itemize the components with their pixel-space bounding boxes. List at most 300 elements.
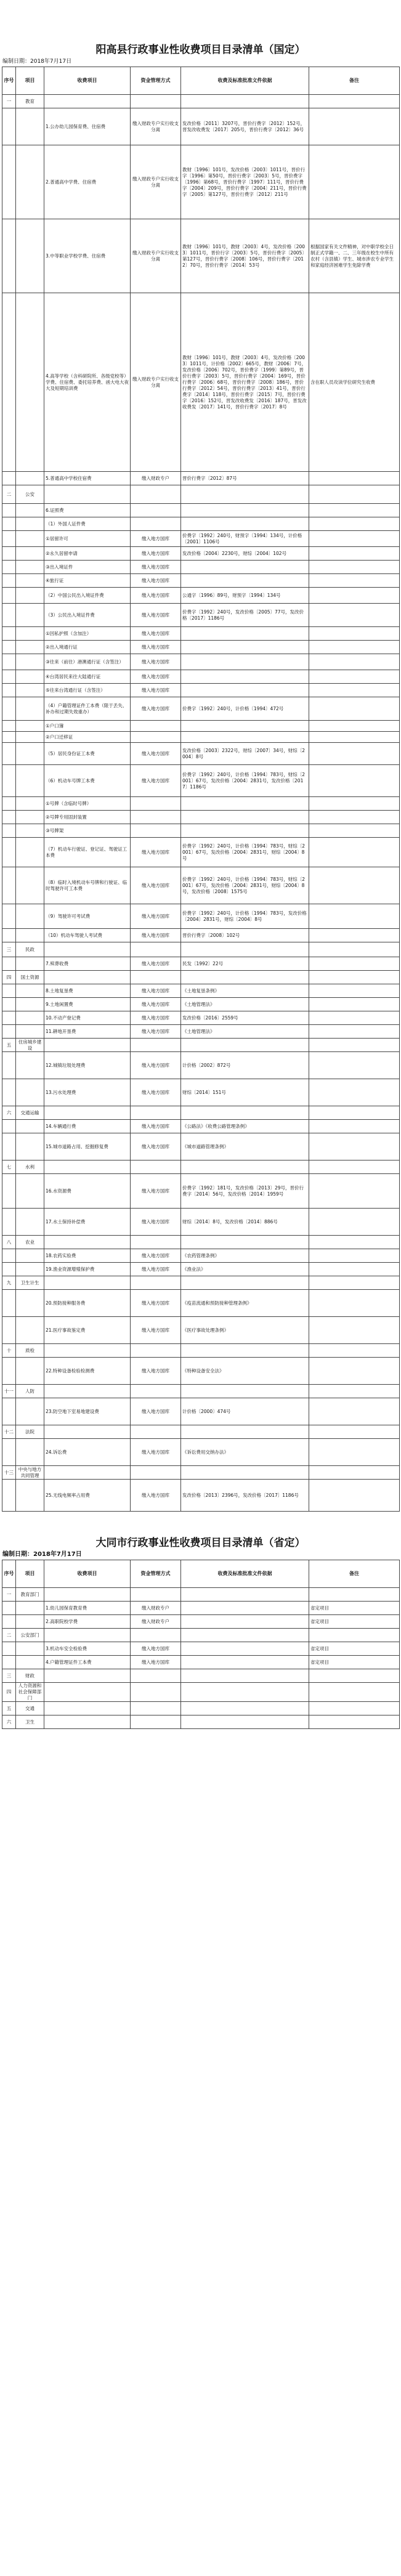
cell-item: ④旅行证 bbox=[44, 574, 131, 588]
cell-basis bbox=[181, 1160, 309, 1174]
cell-fund: 缴入地方国库 bbox=[131, 743, 181, 765]
cell-basis bbox=[181, 485, 309, 504]
cell-note bbox=[309, 472, 400, 485]
cell-dept bbox=[16, 1317, 44, 1344]
cell-dept bbox=[16, 472, 44, 485]
cell-fund: 缴入地方国库 bbox=[131, 531, 181, 547]
cell-fund: 缴入地方国库 bbox=[131, 929, 181, 942]
table-row bbox=[2, 1276, 400, 1290]
cell-note bbox=[309, 1079, 400, 1106]
cell-seq bbox=[2, 547, 16, 561]
cell-basis bbox=[181, 561, 309, 574]
cell-dept: 住房城乡建设 bbox=[16, 1039, 44, 1052]
cell-fund bbox=[131, 811, 181, 824]
cell-dept: 卫生计生 bbox=[16, 1276, 44, 1290]
cell-note bbox=[309, 1174, 400, 1209]
section2-title: 大同市行政事业性收费项目目录清单（省定） bbox=[95, 1537, 306, 1549]
cell-fund bbox=[131, 1466, 181, 1480]
cell-basis bbox=[181, 721, 309, 732]
cell-fund: 缴入地方国库 bbox=[131, 547, 181, 561]
table-row bbox=[2, 942, 400, 957]
table-row bbox=[2, 971, 400, 984]
cell-seq bbox=[2, 824, 16, 838]
cell-seq bbox=[2, 641, 16, 654]
cell-item bbox=[44, 1160, 131, 1174]
cell-seq: 四 bbox=[2, 1683, 16, 1702]
cell-basis bbox=[181, 1276, 309, 1290]
cell-item: ②户口迁移证 bbox=[44, 732, 131, 743]
cell-basis bbox=[181, 1588, 309, 1602]
cell-note bbox=[309, 797, 400, 811]
cell-seq bbox=[2, 561, 16, 574]
header-seq: 序号 bbox=[2, 67, 16, 95]
table-row bbox=[2, 531, 400, 547]
cell-item: （9）驾驶许可考试费 bbox=[44, 904, 131, 929]
cell-fund: 缴入地方国库 bbox=[131, 1052, 181, 1079]
cell-note bbox=[309, 654, 400, 670]
cell-dept bbox=[16, 293, 44, 472]
cell-fund: 缴入地方国库 bbox=[131, 670, 181, 684]
cell-basis bbox=[181, 1642, 309, 1656]
cell-dept: 公安 bbox=[16, 485, 44, 504]
cell-fund: 缴入地方国库 bbox=[131, 957, 181, 971]
cell-dept bbox=[16, 670, 44, 684]
table-row bbox=[2, 627, 400, 641]
cell-dept bbox=[16, 797, 44, 811]
table-row bbox=[2, 1011, 400, 1025]
cell-item: ③号牌架 bbox=[44, 824, 131, 838]
cell-note bbox=[309, 732, 400, 743]
cell-item bbox=[44, 1106, 131, 1120]
cell-dept bbox=[16, 604, 44, 627]
table-row bbox=[2, 697, 400, 721]
cell-item: 13.污水处理费 bbox=[44, 1079, 131, 1106]
cell-basis bbox=[181, 670, 309, 684]
cell-basis: 价费字〔1992〕240号，发改价格〔2005〕77号，发改价格〔2017〕1186号 bbox=[181, 604, 309, 627]
cell-basis bbox=[181, 942, 309, 957]
cell-seq bbox=[2, 504, 16, 517]
cell-item: 12.城镇垃圾处理费 bbox=[44, 1052, 131, 1079]
cell-note bbox=[309, 1106, 400, 1120]
cell-basis: 价费字〔1992〕240号，计价格〔1994〕783号，发改价格〔2004〕2831号，财综〔2004〕8号 bbox=[181, 904, 309, 929]
cell-basis: 《土地管理法》 bbox=[181, 1025, 309, 1039]
cell-seq: 八 bbox=[2, 1236, 16, 1249]
cell-note bbox=[309, 1209, 400, 1236]
cell-item: 25.无线电频率占用费 bbox=[44, 1480, 131, 1512]
cell-item: （10）机动车驾驶人考试费 bbox=[44, 929, 131, 942]
cell-note bbox=[309, 1133, 400, 1160]
cell-fund: 缴入地方国库 bbox=[131, 765, 181, 797]
cell-basis: 晋价行费字〔2012〕87号 bbox=[181, 472, 309, 485]
cell-fund bbox=[131, 95, 181, 108]
cell-dept bbox=[16, 1079, 44, 1106]
cell-note bbox=[309, 1263, 400, 1276]
table-row bbox=[2, 547, 400, 561]
cell-basis: 《土地管理法》 bbox=[181, 998, 309, 1011]
cell-fund: 缴入地方国库 bbox=[131, 904, 181, 929]
cell-dept bbox=[16, 574, 44, 588]
cell-note bbox=[309, 743, 400, 765]
cell-item: （6）机动车号牌工本费 bbox=[44, 765, 131, 797]
cell-dept bbox=[16, 732, 44, 743]
cell-seq: 二 bbox=[2, 1629, 16, 1642]
cell-basis: 财综〔2014〕8号，发改价格〔2014〕886号 bbox=[181, 1209, 309, 1236]
cell-seq bbox=[2, 604, 16, 627]
cell-seq bbox=[2, 721, 16, 732]
cell-fund bbox=[131, 1669, 181, 1683]
cell-dept bbox=[16, 1174, 44, 1209]
cell-note bbox=[309, 1398, 400, 1425]
cell-note bbox=[309, 1344, 400, 1358]
cell-note bbox=[309, 1715, 400, 1729]
cell-basis: 《疫苗流通和预防接种管理条例》 bbox=[181, 1290, 309, 1317]
cell-seq bbox=[2, 1480, 16, 1512]
cell-fund: 缴入财政专户 bbox=[131, 1615, 181, 1629]
cell-fund: 缴入地方国库 bbox=[131, 684, 181, 697]
cell-fund bbox=[131, 1236, 181, 1249]
cell-item: 15.城市道路占用、挖掘修复费 bbox=[44, 1133, 131, 1160]
table-row bbox=[2, 1236, 400, 1249]
cell-fund: 缴入地方国库 bbox=[131, 1025, 181, 1039]
cell-fund: 缴入地方国库 bbox=[131, 984, 181, 998]
cell-item: （1）外国人证件费 bbox=[44, 517, 131, 531]
cell-basis bbox=[181, 1683, 309, 1702]
cell-seq: 九 bbox=[2, 1276, 16, 1290]
cell-dept bbox=[16, 1358, 44, 1385]
header-note: 备注 bbox=[309, 67, 400, 95]
cell-dept: 人防 bbox=[16, 1385, 44, 1398]
cell-item: 23.防空地下室易地建设费 bbox=[44, 1398, 131, 1425]
cell-dept bbox=[16, 517, 44, 531]
cell-note bbox=[309, 971, 400, 984]
cell-fund bbox=[131, 824, 181, 838]
cell-seq bbox=[2, 811, 16, 824]
cell-basis bbox=[181, 1702, 309, 1715]
cell-item: 20.预防接种服务费 bbox=[44, 1290, 131, 1317]
cell-fund bbox=[131, 721, 181, 732]
cell-item: ①因私护照（含加注） bbox=[44, 627, 131, 641]
cell-fund bbox=[131, 1715, 181, 1729]
cell-note bbox=[309, 1236, 400, 1249]
cell-item: 24.诉讼费 bbox=[44, 1439, 131, 1466]
table-row bbox=[2, 811, 400, 824]
cell-seq bbox=[2, 1011, 16, 1025]
cell-basis: 民发〔1992〕22号 bbox=[181, 957, 309, 971]
cell-seq: 十 bbox=[2, 1344, 16, 1358]
cell-item bbox=[44, 1702, 131, 1715]
cell-basis bbox=[181, 1615, 309, 1629]
cell-item: 4.户籍管理证件工本费 bbox=[44, 1656, 131, 1669]
cell-basis: 发改价格〔2016〕2559号 bbox=[181, 1011, 309, 1025]
table-row bbox=[2, 95, 400, 108]
cell-fund bbox=[131, 1683, 181, 1702]
cell-item: 2.高职院校学费 bbox=[44, 1615, 131, 1629]
cell-seq bbox=[2, 1079, 16, 1106]
table-row bbox=[2, 1174, 400, 1209]
cell-dept bbox=[16, 904, 44, 929]
cell-item: 9.土地闲置费 bbox=[44, 998, 131, 1011]
cell-dept bbox=[16, 145, 44, 219]
cell-basis bbox=[181, 641, 309, 654]
table-row bbox=[2, 824, 400, 838]
table-row bbox=[2, 1133, 400, 1160]
cell-seq: 五 bbox=[2, 1702, 16, 1715]
cell-note bbox=[309, 1629, 400, 1642]
cell-note bbox=[309, 547, 400, 561]
cell-fund: 缴入地方国库 bbox=[131, 654, 181, 670]
cell-dept: 法院 bbox=[16, 1425, 44, 1439]
section2-table bbox=[2, 1560, 400, 1729]
cell-fund bbox=[131, 504, 181, 517]
cell-basis bbox=[181, 811, 309, 824]
cell-seq bbox=[2, 765, 16, 797]
table-row bbox=[2, 904, 400, 929]
cell-item: ④台湾居民来往大陆通行证 bbox=[44, 670, 131, 684]
cell-dept bbox=[16, 697, 44, 721]
cell-item bbox=[44, 1466, 131, 1480]
cell-basis: 价费字〔1992〕181号，发改价格〔2013〕29号，晋价行费字〔2014〕56号，发改价格〔2014〕1959号 bbox=[181, 1174, 309, 1209]
cell-fund: 缴入财政专户实行收支分离 bbox=[131, 145, 181, 219]
cell-seq: 十三 bbox=[2, 1466, 16, 1480]
cell-basis: 《城市道路管理条例》 bbox=[181, 1133, 309, 1160]
cell-fund bbox=[131, 1344, 181, 1358]
cell-seq: 十二 bbox=[2, 1425, 16, 1439]
cell-dept bbox=[16, 1642, 44, 1656]
cell-seq bbox=[2, 1439, 16, 1466]
cell-seq bbox=[2, 797, 16, 811]
header-fund: 资金管理方式 bbox=[131, 1560, 181, 1588]
cell-item bbox=[44, 1344, 131, 1358]
cell-basis bbox=[181, 627, 309, 641]
cell-fund: 缴入地方国库 bbox=[131, 574, 181, 588]
section2-body bbox=[2, 1588, 400, 1729]
cell-basis bbox=[181, 684, 309, 697]
cell-item: 8.土地复垦费 bbox=[44, 984, 131, 998]
cell-item: ①户口簿 bbox=[44, 721, 131, 732]
cell-seq bbox=[2, 838, 16, 867]
cell-dept bbox=[16, 504, 44, 517]
cell-seq bbox=[2, 743, 16, 765]
cell-item: ②永久居留申请 bbox=[44, 547, 131, 561]
table-row bbox=[2, 1317, 400, 1344]
cell-seq bbox=[2, 108, 16, 145]
cell-fund: 缴入财政专户 bbox=[131, 1602, 181, 1615]
cell-dept bbox=[16, 1249, 44, 1263]
cell-fund bbox=[131, 1276, 181, 1290]
spacer-top bbox=[2, 0, 399, 43]
cell-note bbox=[309, 684, 400, 697]
cell-basis bbox=[181, 504, 309, 517]
cell-basis: 《农药管理条例》 bbox=[181, 1249, 309, 1263]
cell-dept: 民政 bbox=[16, 942, 44, 957]
cell-basis: 《渔业法》 bbox=[181, 1263, 309, 1276]
cell-fund: 缴入地方国库 bbox=[131, 1317, 181, 1344]
table-row bbox=[2, 604, 400, 627]
table-row bbox=[2, 1602, 400, 1615]
cell-dept bbox=[16, 531, 44, 547]
cell-note bbox=[309, 811, 400, 824]
cell-item: 4.高等学校（含科研院所、各级党校等）学费、住宿费、委托培养费、函大电大夜大及短期培训费 bbox=[44, 293, 131, 472]
cell-seq bbox=[2, 1656, 16, 1669]
table-row bbox=[2, 1615, 400, 1629]
cell-dept: 教育 bbox=[16, 95, 44, 108]
cell-seq: 六 bbox=[2, 1715, 16, 1729]
cell-basis bbox=[181, 517, 309, 531]
cell-dept: 卫生 bbox=[16, 1715, 44, 1729]
cell-note: 省定项目 bbox=[309, 1615, 400, 1629]
cell-basis bbox=[181, 1629, 309, 1642]
table-row bbox=[2, 485, 400, 504]
cell-note bbox=[309, 1480, 400, 1512]
cell-item: （2）中国公民出入境证件费 bbox=[44, 588, 131, 604]
table-row bbox=[2, 1249, 400, 1263]
cell-fund: 缴入财政专户实行收支分离 bbox=[131, 293, 181, 472]
cell-dept bbox=[16, 627, 44, 641]
table-row bbox=[2, 1039, 400, 1052]
cell-basis bbox=[181, 1715, 309, 1729]
section2-compiled-date: 编制日期：2018年7月17日 bbox=[2, 1551, 82, 1558]
cell-seq bbox=[2, 574, 16, 588]
cell-seq: 四 bbox=[2, 971, 16, 984]
cell-note bbox=[309, 588, 400, 604]
cell-fund bbox=[131, 732, 181, 743]
cell-item bbox=[44, 95, 131, 108]
section2-header-row bbox=[2, 1560, 400, 1588]
cell-seq bbox=[2, 904, 16, 929]
cell-dept bbox=[16, 1398, 44, 1425]
cell-fund: 缴入地方国库 bbox=[131, 1174, 181, 1209]
header-dept: 项目 bbox=[16, 1560, 44, 1588]
cell-item: 2.普通高中学费、住宿费 bbox=[44, 145, 131, 219]
cell-dept bbox=[16, 588, 44, 604]
table-row bbox=[2, 504, 400, 517]
cell-note bbox=[309, 517, 400, 531]
table-row bbox=[2, 145, 400, 219]
cell-seq bbox=[2, 1602, 16, 1615]
cell-seq bbox=[2, 219, 16, 293]
table-row bbox=[2, 984, 400, 998]
cell-item: ⑤往来台湾通行证（含签注） bbox=[44, 684, 131, 697]
cell-fund bbox=[131, 1702, 181, 1715]
header-basis: 收费及标准批准文件依据 bbox=[181, 1560, 309, 1588]
cell-note bbox=[309, 95, 400, 108]
cell-basis bbox=[181, 1669, 309, 1683]
cell-note bbox=[309, 1160, 400, 1174]
cell-item: 21.医疗事故鉴定费 bbox=[44, 1317, 131, 1344]
cell-note bbox=[309, 1011, 400, 1025]
cell-fund: 缴入地方国库 bbox=[131, 561, 181, 574]
cell-note bbox=[309, 604, 400, 627]
cell-seq bbox=[2, 472, 16, 485]
table-row bbox=[2, 219, 400, 293]
cell-fund: 缴入地方国库 bbox=[131, 1439, 181, 1466]
section1-title: 阳高县行政事业性收费项目目录清单（国定） bbox=[95, 44, 306, 56]
cell-basis: 价费字〔1992〕240号，财预字〔1994〕134号，计价格〔2001〕1106号 bbox=[181, 531, 309, 547]
header-note: 备注 bbox=[309, 1560, 400, 1588]
cell-item bbox=[44, 1276, 131, 1290]
cell-dept: 人力资源和社会保障部门 bbox=[16, 1683, 44, 1702]
cell-seq: 七 bbox=[2, 1160, 16, 1174]
cell-dept bbox=[16, 1602, 44, 1615]
cell-item: 1.公办幼儿园保育费、住宿费 bbox=[44, 108, 131, 145]
table-row bbox=[2, 929, 400, 942]
table-row bbox=[2, 1344, 400, 1358]
cell-seq bbox=[2, 867, 16, 904]
table-row bbox=[2, 1480, 400, 1512]
cell-note bbox=[309, 824, 400, 838]
cell-item bbox=[44, 485, 131, 504]
header-basis: 收费及标准批准文件依据 bbox=[181, 67, 309, 95]
cell-item: 17.水土保持补偿费 bbox=[44, 1209, 131, 1236]
cell-basis: 发改价格〔2003〕2322号，财综〔2007〕34号，财综〔2004〕8号 bbox=[181, 743, 309, 765]
cell-dept: 交通运输 bbox=[16, 1106, 44, 1120]
cell-fund bbox=[131, 942, 181, 957]
cell-item bbox=[44, 1588, 131, 1602]
table-row bbox=[2, 957, 400, 971]
cell-note bbox=[309, 1025, 400, 1039]
cell-dept bbox=[16, 838, 44, 867]
cell-basis: 财综〔2014〕151号 bbox=[181, 1079, 309, 1106]
cell-seq: 十一 bbox=[2, 1385, 16, 1398]
cell-note: 省定项目 bbox=[309, 1642, 400, 1656]
cell-note bbox=[309, 1249, 400, 1263]
cell-seq bbox=[2, 697, 16, 721]
cell-fund: 缴入地方国库 bbox=[131, 604, 181, 627]
cell-basis: 《医疗事故处理条例》 bbox=[181, 1317, 309, 1344]
cell-dept bbox=[16, 929, 44, 942]
table-row bbox=[2, 670, 400, 684]
cell-basis: 价费字〔1992〕240号，计价格〔1994〕783号，财综〔2001〕67号，发改价格〔2004〕2831号，财综〔2004〕8号 bbox=[181, 838, 309, 867]
cell-item: 10.不动产登记费 bbox=[44, 1011, 131, 1025]
cell-basis: 发改价格〔2013〕2396号，发改价格〔2017〕1186号 bbox=[181, 1480, 309, 1512]
cell-item bbox=[44, 1683, 131, 1702]
cell-basis bbox=[181, 971, 309, 984]
cell-dept bbox=[16, 765, 44, 797]
cell-item: 3.机动车安全检验费 bbox=[44, 1642, 131, 1656]
cell-fund: 缴入地方国库 bbox=[131, 1249, 181, 1263]
cell-note bbox=[309, 721, 400, 732]
cell-note bbox=[309, 1039, 400, 1052]
cell-seq bbox=[2, 1052, 16, 1079]
cell-note bbox=[309, 1358, 400, 1385]
cell-note bbox=[309, 998, 400, 1011]
cell-dept bbox=[16, 219, 44, 293]
cell-seq bbox=[2, 654, 16, 670]
cell-note bbox=[309, 1588, 400, 1602]
header-fund: 资金管理方式 bbox=[131, 67, 181, 95]
cell-basis: 教财〔1996〕101号，教财〔2003〕4号，发改价格〔2003〕1011号，晋价行字〔2003〕5号，晋价行费字〔2005〕第127号，晋价行费字〔2008〕106号，晋价行费字〔2012〕70号，晋价行费字〔2014〕53号 bbox=[181, 219, 309, 293]
cell-seq bbox=[2, 1358, 16, 1385]
cell-fund bbox=[131, 517, 181, 531]
table-row bbox=[2, 108, 400, 145]
cell-note: 省定项目 bbox=[309, 1656, 400, 1669]
cell-seq bbox=[2, 293, 16, 472]
cell-note bbox=[309, 984, 400, 998]
table-row bbox=[2, 1439, 400, 1466]
cell-dept: 国土资源 bbox=[16, 971, 44, 984]
table-row bbox=[2, 1642, 400, 1656]
section-gap bbox=[2, 1512, 399, 1536]
cell-dept bbox=[16, 957, 44, 971]
table-row bbox=[2, 1398, 400, 1425]
cell-item bbox=[44, 1385, 131, 1398]
cell-seq bbox=[2, 1398, 16, 1425]
cell-seq bbox=[2, 1120, 16, 1133]
cell-basis bbox=[181, 732, 309, 743]
cell-seq bbox=[2, 732, 16, 743]
cell-note bbox=[309, 929, 400, 942]
cell-dept bbox=[16, 721, 44, 732]
